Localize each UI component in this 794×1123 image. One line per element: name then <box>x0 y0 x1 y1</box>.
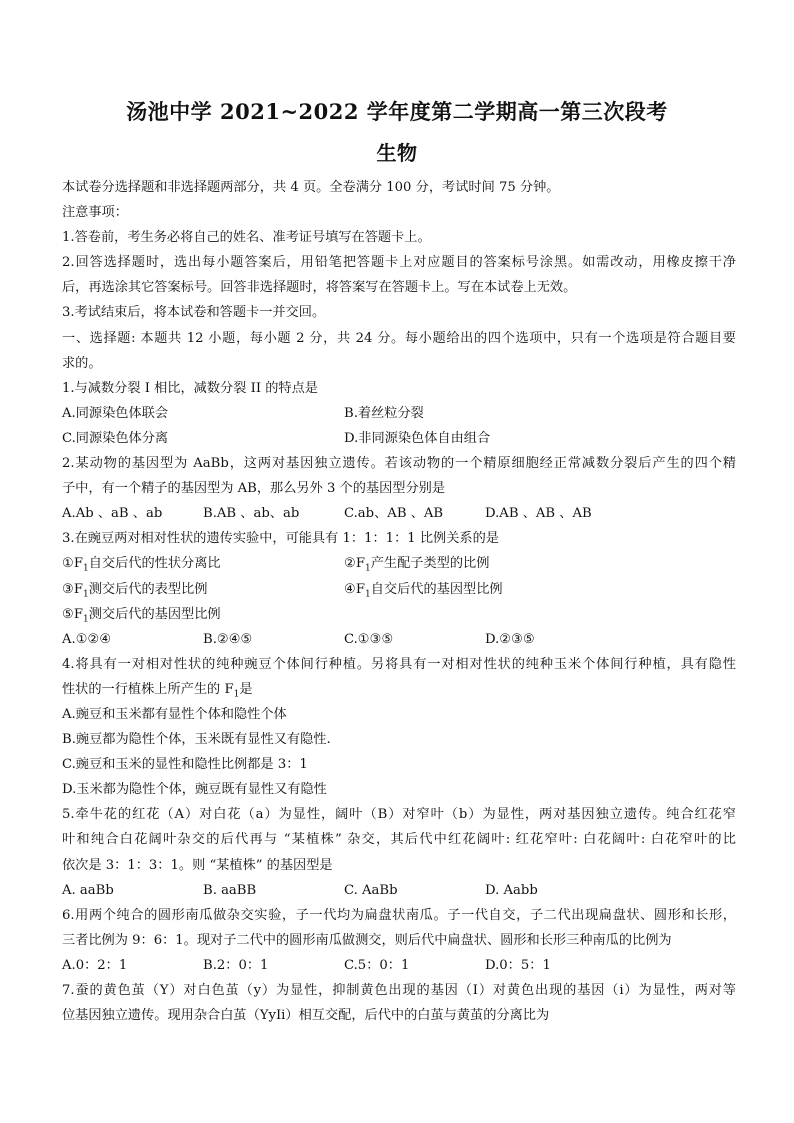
option: B.2：0：1 <box>203 957 269 973</box>
question-4-stem: 4.将具有一对相对性状的纯种豌豆个体间行种植。另将具有一对相对性状的纯种玉米个体间行种植，具有隐性 <box>62 656 736 672</box>
exam-content <box>62 175 736 1028</box>
question-2-options <box>62 501 736 526</box>
question-3-stem: 3.在豌豆两对相对性状的遗传实验中，可能具有 1：1：1：1 比例关系的是 <box>62 531 499 547</box>
section-heading: 求的。 <box>62 355 102 371</box>
option: D. Aabb <box>485 882 538 898</box>
option: D.②③⑤ <box>485 631 535 647</box>
statement-item: $①F_1$自交后代的性状分离比 <box>62 556 221 575</box>
question-1-options <box>62 401 736 426</box>
question-7-stem: 7.蚕的黄色茧（Y）对白色茧（y）为显性，抑制黄色出现的基因（I）对黄色出现的基因（i）为显性，两对等 <box>62 983 736 998</box>
option: A.Ab 、aB 、ab <box>62 506 163 522</box>
option: C.ab、AB 、AB <box>344 506 444 522</box>
option: D.AB 、AB 、AB <box>485 506 592 522</box>
question-6-options <box>62 953 736 978</box>
question-6-stem: 三者比例为 9：6：1。现对子二代中的圆形南瓜做测交，则后代中扁盘状、圆形和长形三种南瓜的比例为 <box>62 932 672 948</box>
option: A.同源染色体联会 <box>62 405 169 421</box>
option: A.①②④ <box>62 631 112 647</box>
question-5-stem: 依次是 3：1：3：1。则 “某植株” 的基因型是 <box>62 857 333 873</box>
option: B.AB 、ab、ab <box>203 506 300 522</box>
option: C.豌豆和玉米的显性和隐性比例都是 3：1 <box>62 757 308 773</box>
option: C.5：0：1 <box>344 957 410 973</box>
option: B. aaBB <box>203 882 257 898</box>
option: A.0：2：1 <box>62 957 128 973</box>
question-2-stem: 子中，有一个精子的基因型为 AB，那么另外 3 个的基因型分别是 <box>62 481 446 497</box>
statement-item: $③F_1$测交后代的表型比例 <box>62 581 208 600</box>
question-6-stem: 6.用两个纯合的圆形南瓜做杂交实验，子一代均为扁盘状南瓜。子一代自交，子二代出现扁盘状、圆形和长形， <box>62 907 736 923</box>
question-1-stem: 1.与减数分裂 I 相比，减数分裂 II 的特点是 <box>62 380 318 396</box>
question-5-stem: 5.牵牛花的红花（A）对白花（a）为显性，阔叶（B）对窄叶（b）为显性，两对基因独立遗传。纯合红花窄 <box>62 807 736 823</box>
statement-item: $④F_1$自交后代的基因型比例 <box>344 581 503 600</box>
option: D.0：5：1 <box>485 957 551 973</box>
question-3-items <box>62 577 736 602</box>
option: B.②④⑤ <box>203 631 253 647</box>
instruction-line: 注意事项： <box>62 205 128 221</box>
option: A. aaBb <box>62 882 114 898</box>
option: A.豌豆和玉米都有显性个体和隐性个体 <box>62 706 287 722</box>
subject-title: 生物 <box>376 141 418 165</box>
option: C.同源染色体分离 <box>62 430 169 446</box>
question-3-items <box>62 551 736 576</box>
exam-title: 汤池中学 2021~2022 学年度第二学期高一第三次段考 <box>126 99 668 124</box>
question-5-options <box>62 878 736 903</box>
option: C.①③⑤ <box>344 631 394 647</box>
option: B.豌豆都为隐性个体，玉米既有显性又有隐性. <box>62 732 331 748</box>
instruction-line: 本试卷分选择题和非选择题两部分，共 4 页。全卷满分 100 分，考试时间 75 分钟。 <box>62 180 560 195</box>
instruction-line: 后，再选涂其它答案标号。回答非选择题时，将答案写在答题卡上。写在本试卷上无效。 <box>62 280 577 296</box>
option: D.非同源染色体自由组合 <box>344 430 491 446</box>
instruction-line: 3.考试结束后，将本试卷和答题卡一并交回。 <box>62 305 326 321</box>
instruction-line: 1.答卷前，考生务必将自己的姓名、准考证号填写在答题卡上。 <box>62 230 431 246</box>
question-3-items <box>62 602 736 627</box>
question-4-stem: 性状的一行植株上所产生的 $F_1$是 <box>62 681 253 700</box>
question-3-options <box>62 627 736 652</box>
instruction-line: 2.回答选择题时，选出每小题答案后，用铅笔把答题卡上对应题目的答案标号涂黑。如需改动，用橡皮擦干净 <box>62 255 736 271</box>
question-7-stem: 位基因独立遗传。现用杂合白茧（YyIi）相互交配，后代中的白茧与黄茧的分离比为 <box>62 1008 550 1024</box>
option: D.玉米都为隐性个体，豌豆既有显性又有隐性 <box>62 782 327 798</box>
question-2-stem: 2.某动物的基因型为 AaBb，这两对基因独立遗传。若该动物的一个精原细胞经正常减数分裂后产生的四个精 <box>62 456 736 472</box>
option: C. AaBb <box>344 882 398 898</box>
statement-item: $⑤F_1$测交后代的基因型比例 <box>62 606 221 625</box>
option: B.着丝粒分裂 <box>344 405 424 421</box>
question-5-stem: 叶和纯合白花阔叶杂交的后代再与 “某植株” 杂交，其后代中红花阔叶: 红花窄叶: 白花阔叶: 白花窄叶的比 <box>62 832 736 848</box>
section-heading: 一、选择题: 本题共 12 小题，每小题 2 分，共 24 分。每小题给出的四个选项中，只有一个选项是符合题目要 <box>62 330 736 346</box>
statement-item: $②F_1$产生配子类型的比例 <box>344 556 490 575</box>
question-1-options <box>62 426 736 451</box>
